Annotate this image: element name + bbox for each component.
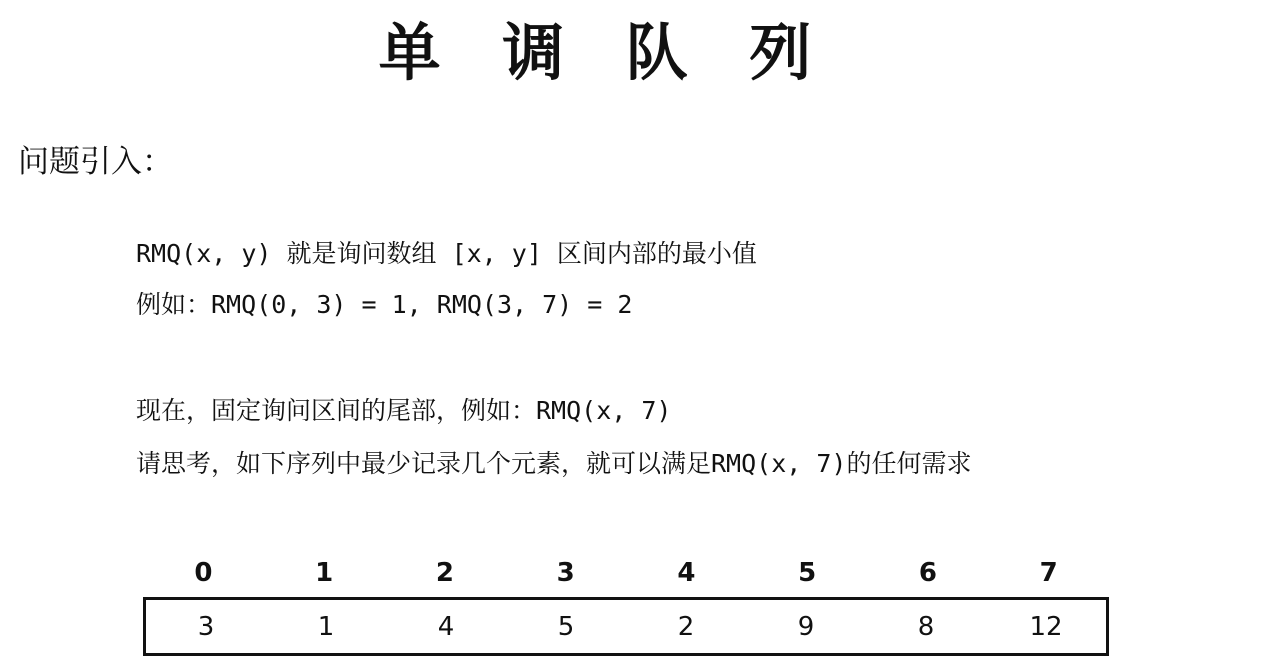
array-value: 5: [557, 611, 575, 642]
array-index: 5: [798, 558, 817, 588]
fixed-tail-line: 现在，固定询问区间的尾部，例如：RMQ(x, 7): [136, 396, 672, 425]
section-heading: 问题引入：: [18, 144, 173, 180]
array-index: 6: [918, 558, 937, 588]
array-index: 2: [435, 558, 454, 588]
array-value: 2: [677, 611, 695, 642]
array-index: 3: [556, 558, 575, 588]
array-value: 12: [1029, 611, 1063, 642]
array-index: 0: [194, 558, 213, 588]
array-index: 4: [677, 558, 696, 588]
array-index-row: [143, 555, 1109, 591]
array-value: 1: [317, 611, 335, 642]
array-value-box: [143, 597, 1109, 656]
array-value: 3: [197, 611, 215, 642]
array-value: 9: [797, 611, 815, 642]
example-line: 例如：RMQ(0, 3) = 1, RMQ(3, 7) = 2: [136, 290, 633, 319]
array-value: 8: [917, 611, 935, 642]
array-index: 1: [315, 558, 334, 588]
definition-line: RMQ(x, y) 就是询问数组 [x, y] 区间内部的最小值: [136, 239, 757, 268]
slide-title: 单 调 队 列: [378, 16, 832, 89]
question-line: 请思考，如下序列中最少记录几个元素，就可以满足RMQ(x, 7)的任何需求: [136, 449, 972, 478]
array-value: 4: [437, 611, 455, 642]
array-index: 7: [1039, 558, 1058, 588]
